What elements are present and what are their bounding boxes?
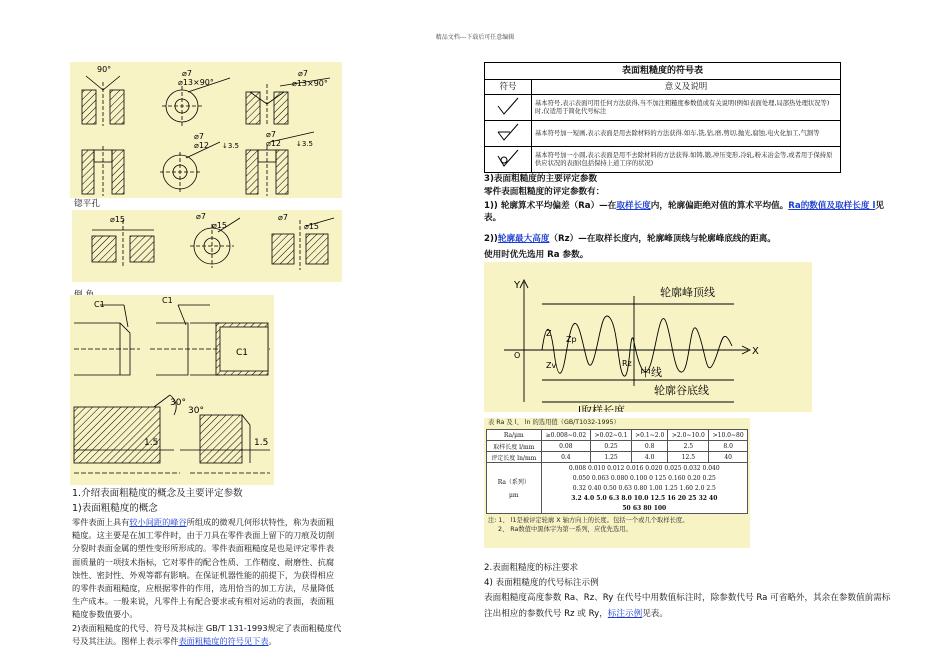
chamfer-drawing (70, 295, 274, 485)
p1-text-a: 零件表面上具有 (72, 517, 130, 527)
ra-series-row-3: 0.32 0.40 0.50 0.63 0.80 1.00 1.25 1.60 2.0 2.5 (541, 483, 747, 493)
section-2-sub: 4) 表面粗糙度的代号标注示例 (484, 578, 599, 589)
fig3-c1-c: C1 (236, 348, 249, 358)
profile-valley-line-label: 轮廓谷底线 (654, 384, 709, 397)
spotface-drawing (72, 210, 342, 282)
ra-table-r1-c5: 8.0 (709, 441, 748, 452)
symbol-table-title: 表面粗糙度的符号表 (485, 63, 841, 80)
meaning-col-header: 意义及说明 (532, 80, 841, 95)
ra-table-r1-c3: 0.8 (631, 441, 667, 452)
symbol-table (484, 62, 841, 173)
fig1-label-i: ⌀7 (266, 130, 276, 139)
sampling-length-link[interactable]: 取样长度 (616, 201, 651, 212)
section-2-block (484, 561, 894, 622)
fig1-label-a: 90° (97, 65, 112, 74)
ra-series-row-2: 0.050 0.063 0.080 0.100 0 125 0.160 0.20 0.25 (541, 473, 747, 483)
ra-table-h4: >2.0~10.0 (668, 430, 709, 441)
profile-o-label: O (514, 351, 521, 360)
ra-table (486, 429, 748, 514)
ra-text-b: 内，轮廓偏距绝对值的算术平均值。 (650, 201, 789, 212)
fig2-label-a: ⌀15 (110, 215, 125, 224)
fig3-30-b: 30° (188, 406, 204, 416)
section-3-title: 3)表面粗糙度的主要评定参数 (484, 174, 598, 184)
symbol-table-link[interactable]: 表面粗糙度的符号见下表 (178, 635, 269, 646)
ra-table-r2-c4: 12.5 (668, 452, 709, 463)
fig1-label-d: ⌀7 (298, 69, 308, 78)
s2-text-b: 见表。 (642, 608, 668, 619)
ra-definition (484, 200, 894, 224)
fig1-label-j: ⌀12 (266, 139, 281, 148)
ra-series-row-5: 50 63 80 100 (541, 503, 747, 514)
chamfer-figure (70, 295, 274, 485)
ra-table-r2-c2: 1.25 (591, 452, 632, 463)
fig3-c1-a: C1 (94, 300, 105, 309)
symbol-row-2-text: 基本符号加一短画,表示表面是用去除材料的方法获得.如车,铣,钻,磨,剪切,抛光,腐蚀,电火化加工,气割等 (532, 121, 841, 147)
ra-table-r2-c5: 40 (709, 452, 748, 463)
ra-table-r1-c1: 0.08 (541, 441, 591, 452)
fig1-label-c: ⌀13×90° (178, 78, 214, 87)
ra-table-h2: >0.02~0.1 (591, 430, 632, 441)
symbol-table-wrap (484, 62, 841, 173)
profile-peak-line-label: 轮廓峰顶线 (660, 286, 715, 299)
fig1-label-e: ⌀13×90° (292, 79, 328, 88)
section-2-title: 2.表面粗糙度的标注要求 (484, 563, 579, 573)
ra-table-r2-c3: 4.0 (631, 452, 667, 463)
section-2-paragraph (484, 591, 894, 621)
section-1-sub1: 1)表面粗糙度的概念 (72, 503, 158, 514)
fig1-label-g: ⌀12 (194, 141, 209, 150)
fig2-label-d: ⌀7 (278, 213, 288, 222)
ra-series-row-1: 0.008 0.010 0.012 0.016 0.020 0.025 0.032 0.040 (541, 463, 747, 474)
countersink-figure (70, 62, 342, 198)
rz-text-b: （Rz）—在取样长度内，轮廓峰顶线与轮廓峰底线的距离。 (549, 234, 776, 245)
ra-values-link[interactable]: Ra的数值及取样长度 l (788, 201, 876, 212)
symbol-row-3-text: 基本符号加一小圆,表示表面是用不去除材料的方法获得.如铸,锻,冲压变形,冷轧,粉末冶金等,或者用于保持原供应状况的表面(包括保持上道工序的状况) (532, 147, 841, 173)
profile-figure (484, 262, 812, 412)
ra-table-h1: ≥0.008~0.02 (541, 430, 591, 441)
p2-text-a: 2)表面粗糙度的代号、符号及其标注 GB/T 131-1993规定了表面粗糙度代号及其注法。图样上表示零件 (72, 622, 342, 646)
ra-table-h5: >10.0~80 (709, 430, 748, 441)
section-3-intro: 零件表面粗糙度的评定参数有： (484, 187, 605, 198)
ra-table-r1-c2: 0.25 (591, 441, 632, 452)
section-1-paragraph (72, 516, 342, 622)
ra-table-note-2: 2、 Ra数值中黑体字为第一系列，应优先选用。 (498, 526, 632, 533)
ra-table-r1-label: 取样长度 l/mm (487, 441, 542, 452)
ra-unit-label: μm (509, 492, 519, 499)
rz-preference: 使用时优先选用 Ra 参数。 (484, 249, 589, 260)
p2-text-b: 。 (268, 635, 277, 646)
ra-series-row-4: 3.2 4.0 5.0 6.3 8.0 10.0 12.5 16 20 25 32 40 (541, 493, 747, 503)
section-1-title: 1.介绍表面粗糙度的概念及主要评定参数 (72, 488, 243, 499)
fig1-label-f: ⌀7 (194, 132, 204, 141)
fig3-15-b: 1.5 (254, 438, 269, 448)
spotface-title: 锪平孔 (74, 199, 100, 209)
page-header: 精品文档---下载后可任意编辑 (435, 34, 515, 41)
profile-z-label: Z (546, 329, 552, 338)
fig2-label-c: ⌀15 (212, 221, 227, 230)
ra-text-a: 1)) 轮廓算术平均偏差（Ra）—在 (484, 201, 617, 212)
ra-text-c: 见表。 (484, 201, 884, 224)
ra-table-r1-c4: 2.5 (668, 441, 709, 452)
profile-length-label: l取样长度 (578, 404, 626, 412)
fig1-label-b: ⌀7 (182, 69, 192, 78)
profile-mid-line-label: 中线 (640, 366, 662, 379)
section-3-block (484, 172, 894, 263)
profile-x-label: X (752, 346, 759, 357)
countersink-drawing (70, 62, 342, 198)
fig1-label-k: ↓3.5 (296, 140, 313, 148)
fig2-label-e: ⌀15 (304, 222, 319, 231)
ra-table-caption: 表 Ra 及 l、 ln 的选用值（GB/T1032-1995） (488, 419, 620, 426)
profile-y-label: Y (514, 280, 521, 291)
symbol-row-1-text: 基本符号,表示表面可用任何方法获得,当不加注粗糙度参数值或有关说明(例如表面处理,局部热处理状况等)时,仅适用于简化代号标注 (532, 95, 841, 121)
ra-table-r2-c1: 0.4 (541, 452, 591, 463)
rz-text-a: 2)) (484, 234, 498, 245)
ra-table-r2-label: 评定长度 ln/mm (487, 452, 542, 463)
ra-series-label-cell (487, 463, 542, 514)
fig3-30-a: 30° (170, 398, 186, 408)
left-text-block (72, 486, 342, 648)
ra-table-h0: Ra/μm (487, 430, 542, 441)
max-height-link[interactable]: 轮廓最大高度 (497, 234, 550, 245)
fig3-c1-b: C1 (162, 296, 173, 305)
ra-table-h3: >0.1~2.0 (631, 430, 667, 441)
ra-series-label: Ra（系列） (497, 479, 530, 486)
fig2-label-b: ⌀7 (196, 212, 206, 221)
profile-rz-label: Rz (622, 359, 632, 368)
spotface-figure (72, 210, 342, 282)
ra-table-panel (484, 418, 750, 548)
symbol-removal-icon (485, 121, 532, 147)
peak-spacing-link[interactable]: 较小间距的峰谷 (129, 517, 187, 527)
fig3-15-a: 1.5 (144, 438, 159, 448)
s2-text-a: 表面粗糙度高度参数 Ra、Rz、Ry 在代号中用数值标注时，除参数代号 Ra 可省略外，其余在参数值前需标注出相应的参数代号 Rz 或 Ry， (484, 593, 891, 619)
annotation-example-link[interactable]: 标注示例 (607, 608, 643, 619)
profile-drawing (484, 262, 812, 412)
section-1-paragraph-2 (72, 622, 342, 648)
symbol-basic-icon (485, 95, 532, 121)
symbol-no-removal-icon (485, 147, 532, 173)
profile-zv-label: Zv (546, 361, 557, 370)
profile-zp-label: Zp (566, 335, 577, 344)
rz-definition (484, 232, 894, 247)
p1-text-b: 所组成的微观几何形状特性，称为表面粗糙度。这主要是在加工零件时，由于刀具在零件表面上留下的刀痕及切削分裂时表面金属的塑性变形所形成的。零件表面粗糙度是也是评定零件表面质量的一项技术指标，它对零件的配合性质、工作精度、耐磨性、抗腐蚀性、密封性、外观等都有影响。在保证机器性能的前提下，为获得相应的零件表面粗糙度，应根据零件的作用，选用恰当的加工方法，尽量降低生产成本。一般来说，凡零件上有配合要求或有相对运动的表面，表面粗糙度参数值要小。 (72, 517, 335, 620)
ra-table-note-1: 注: 1、 l1是被评定轮廓 X 轴方向上的长度。包括一个或几个取样长度。 (488, 517, 689, 524)
symbol-col-header: 符号 (485, 80, 532, 95)
fig1-label-h: ↓3.5 (222, 142, 239, 150)
